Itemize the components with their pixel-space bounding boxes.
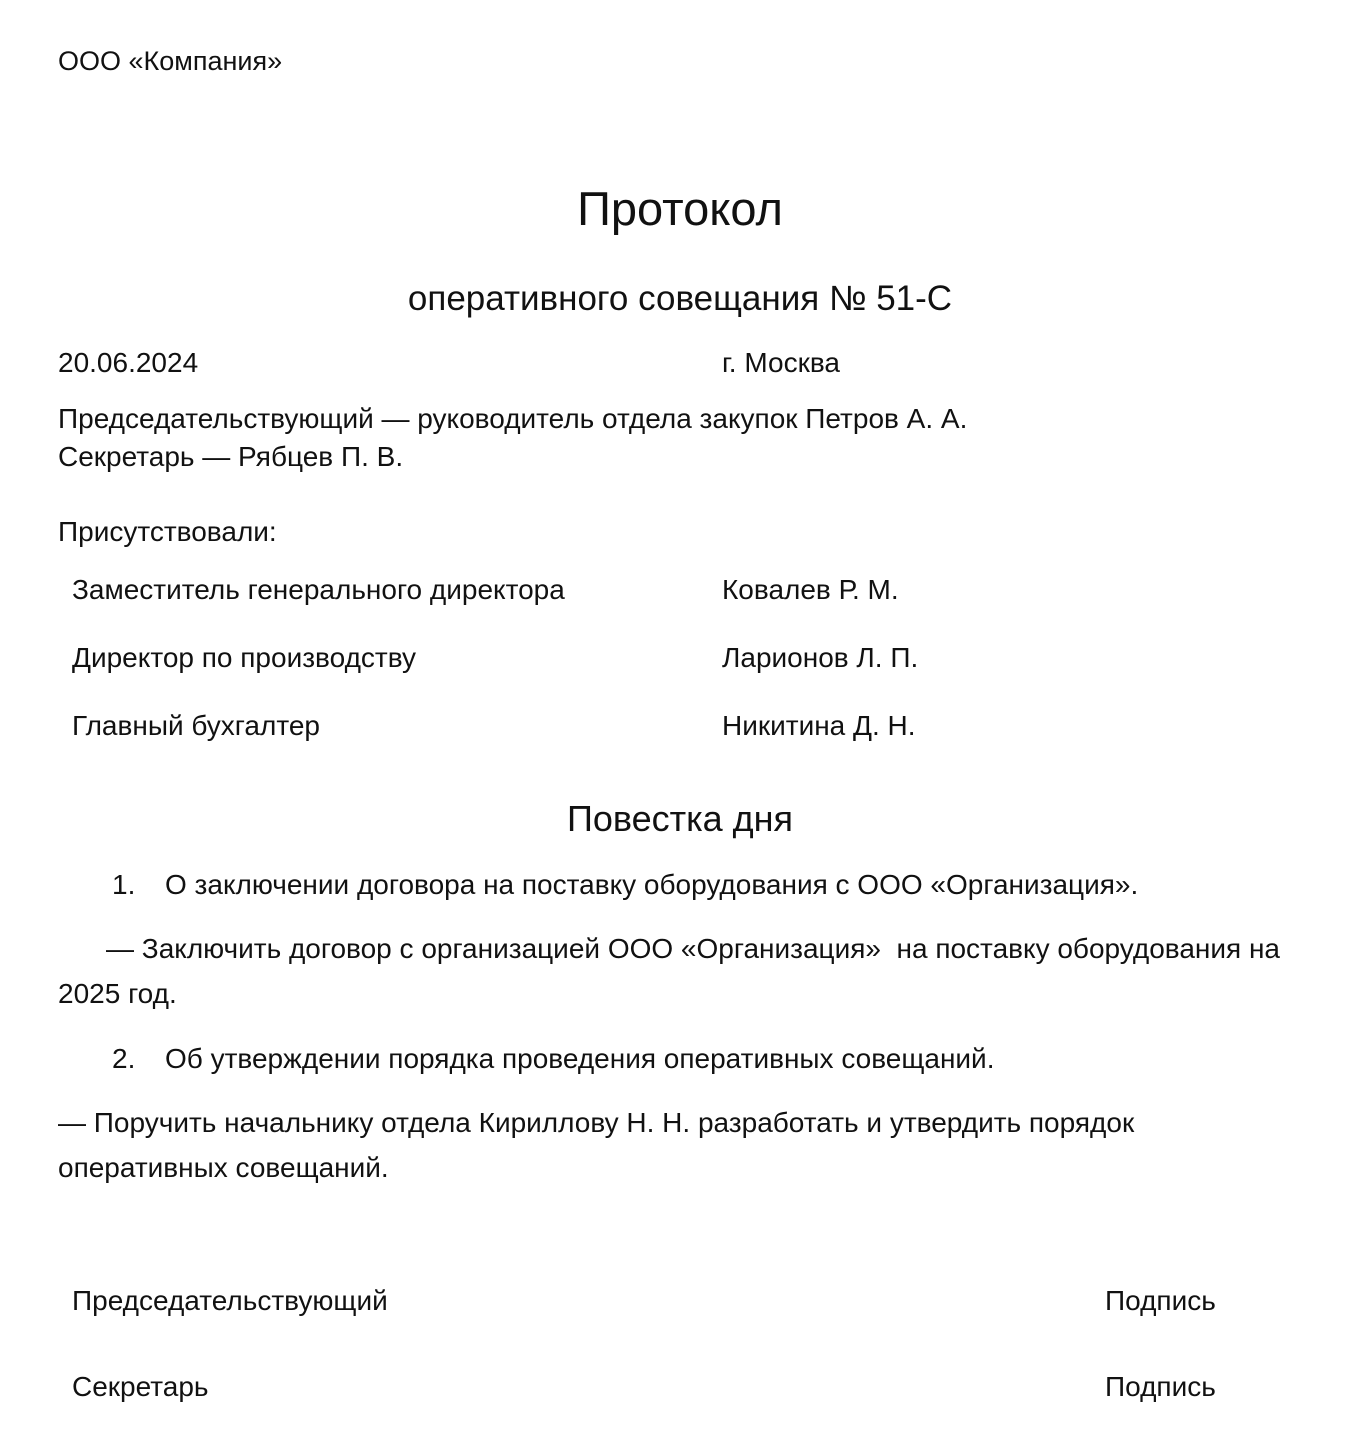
document-title: Протокол <box>577 182 783 235</box>
document-date: 20.06.2024 <box>58 347 199 378</box>
attendee-row <box>72 572 1302 640</box>
agenda-item-number: 1. <box>112 869 136 900</box>
signature-label: Подпись <box>1105 1285 1216 1316</box>
agenda-heading: Повестка дня <box>566 798 794 839</box>
attendees-label: Присутствовали: <box>58 516 277 547</box>
company-header: ООО «Компания» <box>58 46 283 76</box>
attendee-row <box>72 708 1302 776</box>
signature-role: Председательствующий <box>72 1285 388 1316</box>
agenda-item-text: О заключении договора на поставку оборудования с ООО «Организация». <box>165 869 1139 900</box>
attendee-role: Главный бухгалтер <box>72 710 320 741</box>
secretary-line: Секретарь — Рябцев П. В. <box>58 441 404 472</box>
attendee-role: Директор по производству <box>72 642 416 673</box>
chairperson-line: Председательствующий — руководитель отдела закупок Петров А. А. <box>58 403 968 434</box>
signature-row <box>72 1369 1302 1441</box>
attendee-row <box>72 640 1302 708</box>
signature-role: Секретарь <box>72 1371 209 1402</box>
attendee-role: Заместитель генерального директора <box>72 574 565 605</box>
officials-block <box>58 400 1308 476</box>
agenda-resolution: — Заключить договор с организацией ООО «Организация» на поставку оборудования на 2025 год. <box>58 933 1288 1009</box>
agenda-item-number: 2. <box>112 1043 136 1074</box>
date-place-row <box>58 345 1302 381</box>
agenda-item <box>58 866 1308 904</box>
agenda-item <box>58 1040 1308 1078</box>
document-place: г. Москва <box>722 347 840 378</box>
document-subtitle: оперативного совещания № 51-С <box>407 279 953 318</box>
agenda-resolution: — Поручить начальнику отдела Кириллову Н. Н. разработать и утвердить порядок оперативных совещаний. <box>58 1107 1142 1183</box>
signature-row <box>72 1283 1302 1369</box>
agenda-body <box>58 866 1308 1214</box>
attendee-name: Ларионов Л. П. <box>722 642 919 673</box>
attendee-name: Никитина Д. Н. <box>722 710 916 741</box>
attendees-list <box>72 572 1302 776</box>
signature-block <box>72 1283 1302 1441</box>
attendee-name: Ковалев Р. М. <box>722 574 899 605</box>
agenda-item-text: Об утверждении порядка проведения оперативных совещаний. <box>165 1043 995 1074</box>
signature-label: Подпись <box>1105 1371 1216 1402</box>
